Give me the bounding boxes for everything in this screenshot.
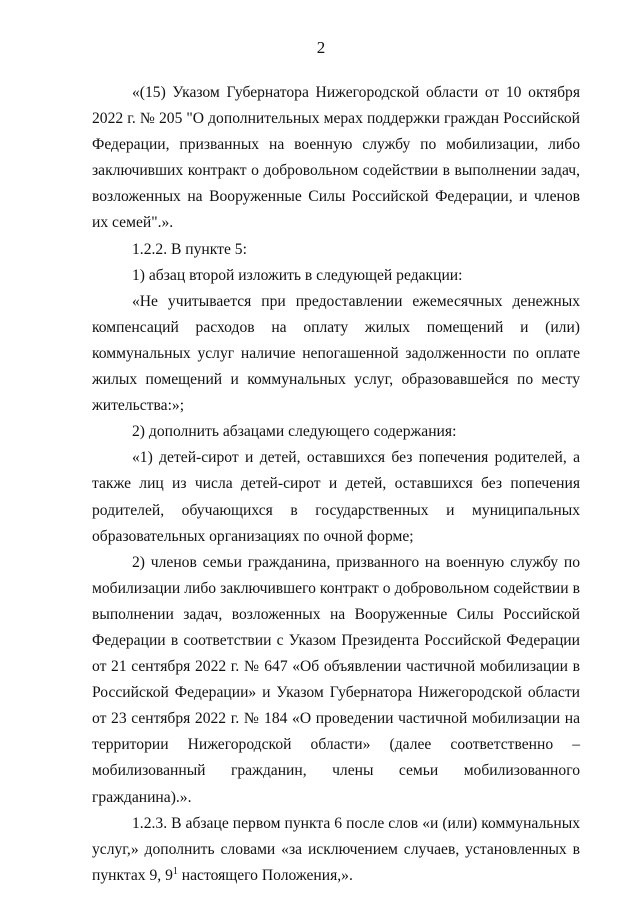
paragraph-1-2-3-tail: настоящего Положения,». (177, 866, 353, 884)
paragraph-item-15: «(15) Указом Губернатора Нижегородской области от 10 октября 2022 г. № 205 "О дополнительных мерах поддержки граждан Российской Федерации, призванных на военную службу по мобилизации, либо заключивших контракт о добровольном содействии в выполнении задач, возложенных на Вооруженные Силы Российской Федерации, и членов их семей".». (92, 84, 580, 232)
superscript-mark: 1 (172, 865, 178, 877)
paragraph-subitem-1: 1) абзац второй изложить в следующей редакции: (132, 266, 463, 284)
page-number: 2 (316, 38, 326, 57)
paragraph-subitem-2: 2) дополнить абзацами следующего содержания: (132, 423, 457, 441)
paragraph-mobilized-family: 2) членов семьи гражданина, призванного на военную службу по мобилизации либо заключившего контракт о добровольном содействии в выполнении задач, возложенных на Вооруженные Силы Российской Федерации в соответствии с Указом Президента Российской Федерации от 21 сентября 2022 г. № 647 «Об объявлении частичной мобилизации в Российской Федерации» и Указом Губернатора Нижегородской области от 23 сентября 2022 г. № 184 «О проведении частичной мобилизации на территории Нижегородской области» (далее соответственно – мобилизованный гражданин, члены семьи мобилизованного гражданина).». (92, 553, 580, 806)
paragraph-1-2-2: 1.2.2. В пункте 5: (132, 240, 247, 258)
paragraph-1-2-3 (92, 811, 580, 889)
paragraph-orphans: «1) детей-сирот и детей, оставшихся без попечения родителей, а также лиц из числа детей-сирот и детей, оставшихся без попечения родителей, обучающихся в государственных и муниципальных образовательных организациях по очной форме; (92, 449, 580, 545)
paragraph-quote-not-counted: «Не учитывается при предоставлении ежемесячных денежных компенсаций расходов на оплату жилых помещений и (или) коммунальных услуг наличие непогашенной задолженности по оплате жилых помещений и коммунальных услуг, образовавшейся по месту жительства:»; (92, 292, 580, 415)
paragraph-1-2-3-text: 1.2.3. В абзаце первом пункта 6 после слов «и (или) коммунальных услуг,» дополнить словами «за исключением случаев, установленных в пунктах 9, 9 (92, 814, 580, 884)
